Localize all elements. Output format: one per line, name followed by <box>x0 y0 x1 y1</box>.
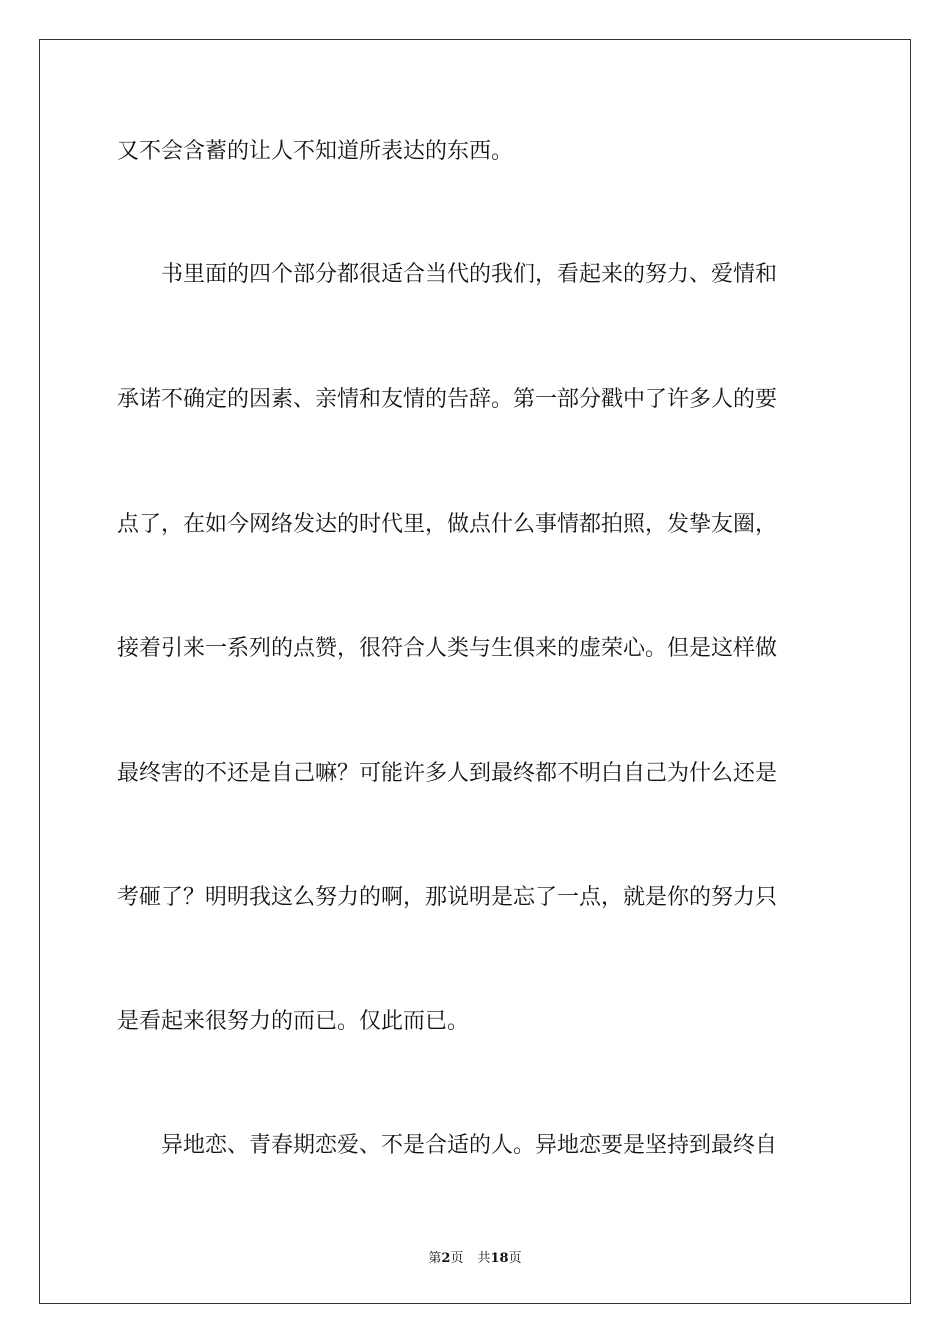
text-line: 接着引来一系列的点赞，很符合人类与生俱来的虚荣心。但是这样做 <box>117 636 778 661</box>
page-number: 2 <box>441 1251 451 1266</box>
total-pages: 18 <box>490 1251 509 1266</box>
text-line: 最终害的不还是自己嘛？可能许多人到最终都不明白自己为什么还是 <box>117 761 778 786</box>
text-line: 异地恋、青春期恋爱、不是合适的人。异地恋要是坚持到最终自 <box>117 1133 778 1158</box>
text-line: 考砸了？明明我这么努力的啊，那说明是忘了一点，就是你的努力只 <box>117 885 778 910</box>
total-suffix: 页 <box>508 1251 522 1266</box>
page-footer <box>0 1247 950 1266</box>
text-line: 书里面的四个部分都很适合当代的我们，看起来的努力、爱情和 <box>117 262 778 287</box>
total-prefix: 共 <box>477 1251 491 1266</box>
page-border <box>39 39 911 1304</box>
text-line: 又不会含蓄的让人不知道所表达的东西。 <box>117 139 514 164</box>
page-suffix: 页 <box>450 1251 464 1266</box>
page-prefix: 第 <box>428 1251 442 1266</box>
text-line: 是看起来很努力的而已。仅此而已。 <box>117 1009 470 1034</box>
text-line: 承诺不确定的因素、亲情和友情的告辞。第一部分戳中了许多人的要 <box>117 387 778 412</box>
text-line: 点了，在如今网络发达的时代里，做点什么事情都拍照，发挚友圈， <box>117 512 778 537</box>
